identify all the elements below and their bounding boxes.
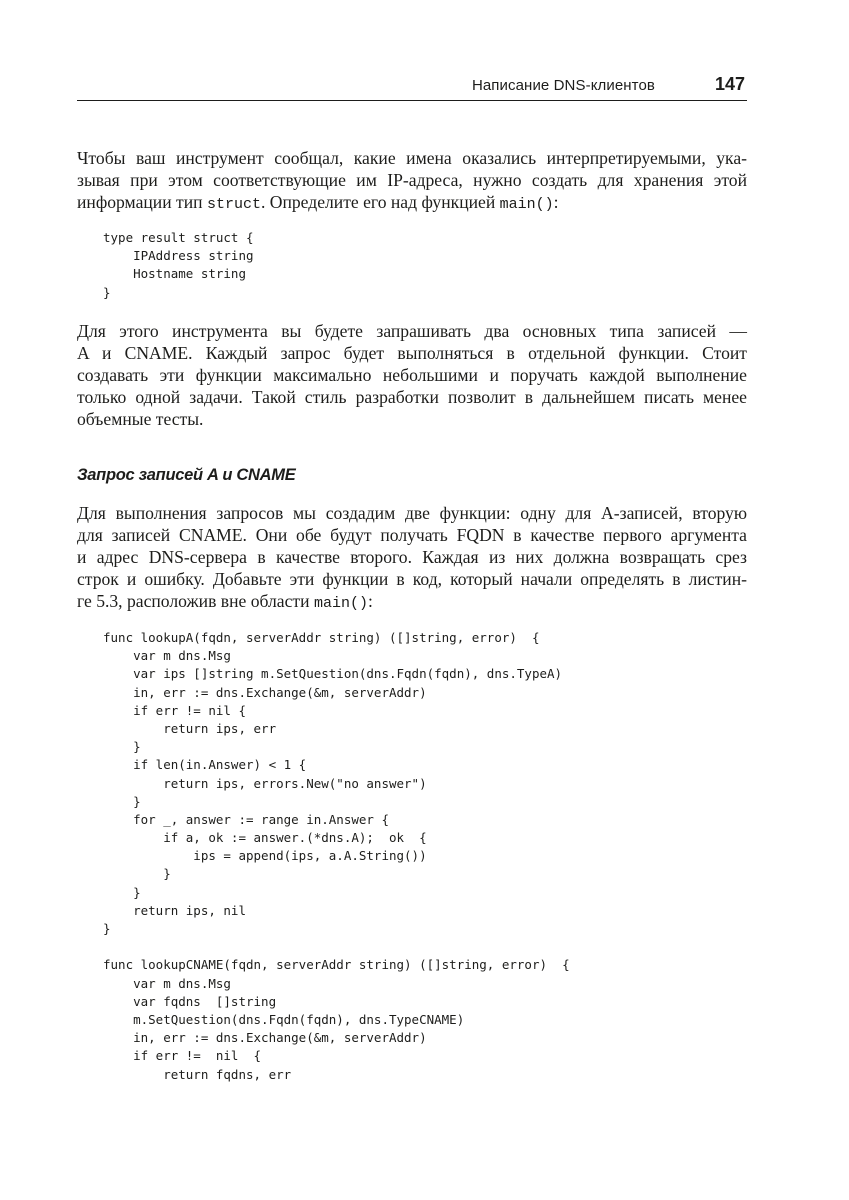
page-number: 147 (714, 74, 745, 94)
paragraph-line (77, 546, 747, 568)
paragraph-line (77, 191, 747, 216)
paragraph-line (77, 524, 747, 546)
code-line: if err != nil { (103, 1048, 262, 1064)
inline-code: main() (313, 595, 368, 613)
code-line: func lookupCNAME(fqdn, serverAddr string) ([]string, error) { (103, 957, 570, 973)
text-run: строк и ошибку. Добавьте эти функции в код, который начали определять в листин- (77, 569, 747, 590)
code-block-lookup-functions (103, 629, 570, 1084)
code-line: if a, ok := answer.(*dns.A); ok { (103, 830, 427, 846)
paragraph-line (77, 320, 747, 342)
inline-code: main() (499, 196, 554, 214)
text-run: A и CNAME. Каждый запрос будет выполняться в отдельной функции. Стоит (77, 343, 747, 364)
code-line: } (103, 284, 111, 300)
code-line: return ips, errors.New("no answer") (103, 775, 427, 791)
code-line: var m dns.Msg (103, 975, 231, 991)
paragraph-line (77, 502, 747, 524)
text-run: : (553, 192, 559, 213)
text-run: зывая при этом соответствующие им IP-адреса, нужно создать для хранения этой (77, 170, 747, 191)
text-run: . Определите его над функцией (260, 192, 500, 213)
intro-paragraph (77, 147, 747, 216)
code-line: ips = append(ips, a.A.String()) (103, 848, 427, 864)
code-line: return ips, nil (103, 902, 246, 918)
code-line: } (103, 793, 141, 809)
code-block-result-struct (103, 229, 254, 302)
paragraph-line (77, 386, 747, 408)
code-line: m.SetQuestion(dns.Fqdn(fqdn), dns.TypeCNAME) (103, 1011, 465, 1027)
running-title: Написание DNS-клиентов (471, 77, 655, 94)
code-line: var m dns.Msg (103, 648, 231, 664)
text-run: информации тип (77, 192, 207, 213)
code-line: Hostname string (103, 266, 246, 282)
code-line: return fqdns, err (103, 1066, 292, 1082)
text-run: Для выполнения запросов мы создадим две функции: одну для A-записей, вторую (77, 503, 747, 523)
text-run: Для этого инструмента вы будете запрашивать два основных типа записей — (77, 321, 747, 341)
code-line: } (103, 921, 111, 936)
inline-code: struct (206, 196, 261, 214)
text-run: и адрес DNS-сервера в качестве второго. Каждая из них должна возвращать срез (77, 547, 747, 568)
code-line: return ips, err (103, 720, 277, 736)
code-line: IPAddress string (103, 248, 254, 264)
code-line: } (103, 739, 141, 755)
text-run: объемные тесты. (77, 409, 204, 430)
code-line: func lookupA(fqdn, serverAddr string) ([]string, error) { (103, 630, 540, 645)
functions-paragraph (77, 502, 747, 615)
text-run: создавать эти функции максимально небольшими и поручать каждой выполнение (77, 365, 747, 386)
paragraph-line (77, 147, 747, 169)
code-line: var fqdns []string (103, 993, 277, 1009)
code-line: for _, answer := range in.Answer { (103, 811, 389, 827)
text-run: Чтобы ваш инструмент сообщал, какие имена оказались интерпретируемыми, ука- (77, 148, 747, 168)
paragraph-line (77, 590, 747, 615)
code-line: if len(in.Answer) < 1 { (103, 757, 307, 773)
code-line: if err != nil { (103, 702, 246, 718)
text-run: для записей CNAME. Они обе будут получать FQDN в качестве первого аргумента (77, 525, 747, 546)
code-line (103, 938, 570, 956)
code-line: var ips []string m.SetQuestion(dns.Fqdn(fqdn), dns.TypeA) (103, 666, 563, 682)
text-run: : (367, 591, 373, 612)
code-line: } (103, 884, 141, 900)
text-run: ге 5.3, расположив вне области (77, 591, 314, 612)
paragraph-line (77, 169, 747, 191)
paragraph-line (77, 408, 747, 430)
code-line: type result struct { (103, 230, 254, 245)
types-paragraph (77, 320, 747, 430)
paragraph-line (77, 342, 747, 364)
text-run: только одной задачи. Такой стиль разработки позволит в дальнейшем писать менее (77, 387, 747, 408)
paragraph-line (77, 568, 747, 590)
running-header (77, 72, 747, 101)
section-heading: Запрос записей A и CNAME (77, 466, 296, 484)
code-line: } (103, 866, 171, 882)
paragraph-line (77, 364, 747, 386)
code-line: in, err := dns.Exchange(&m, serverAddr) (103, 1030, 427, 1046)
code-line: in, err := dns.Exchange(&m, serverAddr) (103, 684, 427, 700)
